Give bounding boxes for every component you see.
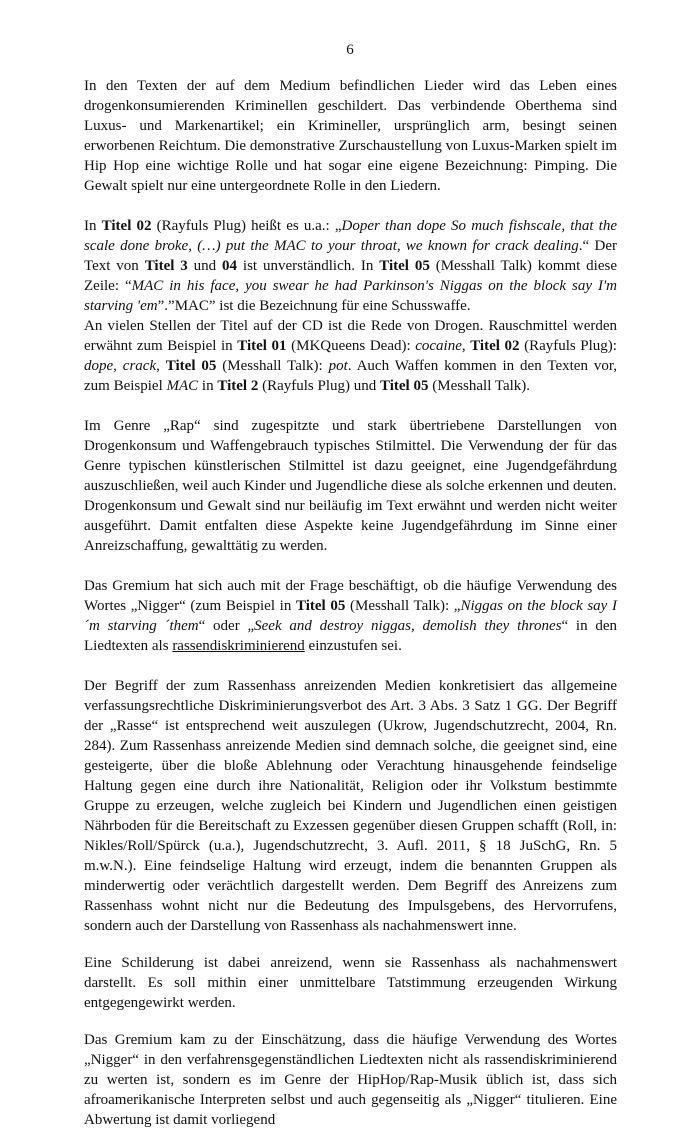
bold-reference: Titel 05 — [165, 358, 217, 374]
text-run: ”.”MAC” ist die Bezeichnung für eine Schusswaffe. — [157, 298, 471, 314]
text-run: (Messhall Talk): „ — [345, 598, 461, 614]
text-run: An vielen Stellen der Titel auf der CD ist die Rede von Drogen. Rauschmittel werden erwähnt zum Beispiel in — [84, 318, 617, 354]
text-run: in — [198, 378, 218, 394]
text-run: (Rayfuls Plug): — [519, 338, 617, 354]
body-text — [84, 76, 617, 1130]
quoted-lyric: Seek and destroy niggas, demolish they thrones — [254, 618, 562, 634]
text-run: (Messhall Talk): — [216, 358, 329, 374]
bold-reference: Titel 02 — [101, 218, 152, 234]
text-run: (Rayfuls Plug) heißt es u.a.: „ — [151, 218, 342, 234]
bold-reference: Titel 05 — [379, 258, 430, 274]
quoted-lyric: Doper than dope So much fishscale, that the scale done broke, (…) put the MAC to your throat, we known for crack dealing — [84, 218, 618, 254]
text-run: In — [84, 218, 102, 234]
text-run: (Rayfuls Plug) und — [258, 378, 380, 394]
text-run: ist unverständlich. In — [237, 258, 380, 274]
paragraph — [84, 1030, 617, 1130]
text-run: (Messhall Talk). — [428, 378, 531, 394]
bold-reference: Titel 3 — [144, 258, 188, 274]
text-run: , — [156, 358, 166, 374]
bold-reference: 04 — [222, 258, 238, 274]
paragraph — [84, 416, 617, 496]
text-run: und — [187, 258, 223, 274]
paragraph — [84, 576, 617, 656]
text-run: Drogenkonsum und Gewalt sind nur beiläufig im Text erwähnt und werden nicht weiter ausgeführt. Damit entfalten diese Aspekte keine Jugendgefährdung im Sinne einer Anreizschaffung, gewalttätig zu werden. — [84, 498, 617, 554]
bold-reference: Titel 01 — [237, 338, 287, 354]
bold-reference: Titel 2 — [217, 378, 259, 394]
bold-reference: Titel 05 — [380, 378, 429, 394]
underlined-term: rassendiskriminierend — [172, 638, 305, 654]
text-run: Eine Schilderung ist dabei anreizend, wenn sie Rassenhass als nachahmenswert darstellt. Es soll mithin einer unmittelbare Tatstimmung erzeugenden Wirkung entgegengewirkt werden. — [84, 955, 617, 1011]
paragraph — [84, 216, 617, 316]
text-run: .“ Der Text von — [84, 238, 617, 274]
text-run: Das Gremium kam zu der Einschätzung, dass die häufige Verwendung des Wortes „Nigger“ in den verfahrensgegenständlichen Liedtexten nicht als rassendiskriminierend zu werten ist, sondern es im Genre der HipHop/Rap-Musik üblich ist, dass sich afroamerikanische Interpreten selbst und auch gegenseitig als „Nigger“ titulieren. Eine Abwertung ist damit vorliegend — [84, 1032, 617, 1128]
text-run: Im Genre „Rap“ sind zugespitzte und stark übertriebene Darstellungen von Drogenkonsum und Waffengebrauch typisches Stilmittel. Die Verwendung der für das Genre typischen künstlerischen Stilmittel ist dazu geeignet, eine Jugendgefährdung auszuschließen, weil auch Kinder und Jugendliche diese als solche erkennen und deuten. — [84, 418, 617, 494]
text-run: (MKQueens Dead): — [286, 338, 416, 354]
bold-reference: Titel 02 — [470, 338, 520, 354]
quoted-lyric: pot — [328, 358, 348, 374]
paragraph — [84, 953, 617, 1013]
text-run: Der Begriff der zum Rassenhass anreizenden Medien konkretisiert das allgemeine verfassungsrechtliche Diskriminierungsverbot des Art. 3 Abs. 3 Satz 1 GG. Der Begriff der „Rasse“ ist entsprechend weit auszulegen (Ukrow, Jugendschutzrecht, 2004, Rn. 284). Zum Rassenhass anreizende Medien sind demnach solche, die geeignet sind, eine gesteigerte, über die bloße Ablehnung oder Verachtung hinausgehende feindselige Haltung gegen eine durch ihre Nationalität, Religion oder ihr Volkstum bestimmte Gruppe zu erzeugen, welche zugleich bei Kindern und Jugendlichen einen geistigen Nährboden für die Bereitschaft zu Exzessen gegenüber diesen Gruppen schafft (Roll, in: Nikles/Roll/Spürck (u.a.), Jugendschutzrecht, 3. Aufl. 2011, § 18 JuSchG, Rn. 5 m.w.N.). Eine feindselige Haltung wird erzeugt, indem die benannten Gruppen als minderwertig oder verächtlich dargestellt werden. Dem Begriff des Anreizens zum Rassenhass wohnt nicht nur die Bedeutung des Impulsgebens, des Hervorrufens, sondern auch der Darstellung von Rassenhass als nachahmenswert inne. — [84, 678, 617, 934]
quoted-lyric: MAC in his face, you swear he had Parkinson's Niggas on the block say I'm starving 'em — [84, 278, 618, 314]
text-run: “ oder „ — [198, 618, 255, 634]
text-run: (Messhall Talk) kommt diese Zeile: “ — [84, 258, 617, 294]
quoted-lyric: Niggas on the block say I´m starving ´them — [84, 598, 617, 634]
bold-reference: Titel 05 — [295, 598, 346, 614]
paragraph — [84, 316, 617, 396]
paragraph — [84, 676, 617, 936]
text-run: In den Texten der auf dem Medium befindlichen Lieder wird das Leben eines drogenkonsumierenden Kriminellen geschildert. Das verbindende Oberthema sind Luxus- und Markenartikel; ein Krimineller, ursprünglich arm, besingt seinen erworbenen Reichtum. Die demonstrative Zurschaustellung von Luxus-Marken spielt im Hip Hop eine wichtige Rolle und hat sogar eine eigene Bezeichnung: Pimping. Die Gewalt spielt nur eine untergeordnete Rolle in den Liedern. — [84, 78, 617, 194]
text-run: “ in den Liedtexten als — [84, 618, 618, 654]
quoted-lyric: cocaine — [415, 338, 462, 354]
text-run: , — [461, 338, 471, 354]
page-number: 6 — [346, 42, 354, 58]
paragraph — [84, 76, 617, 196]
text-run: einzustufen sei. — [304, 638, 402, 654]
quoted-lyric: dope, crack — [84, 358, 157, 374]
text-run: . Auch Waffen kommen in den Texten vor, zum Beispiel — [84, 358, 617, 394]
paragraph — [84, 496, 617, 556]
quoted-lyric: MAC — [166, 378, 199, 394]
text-run: Das Gremium hat sich auch mit der Frage beschäftigt, ob die häufige Verwendung des Wortes „Nigger“ (zum Beispiel in — [84, 578, 617, 614]
